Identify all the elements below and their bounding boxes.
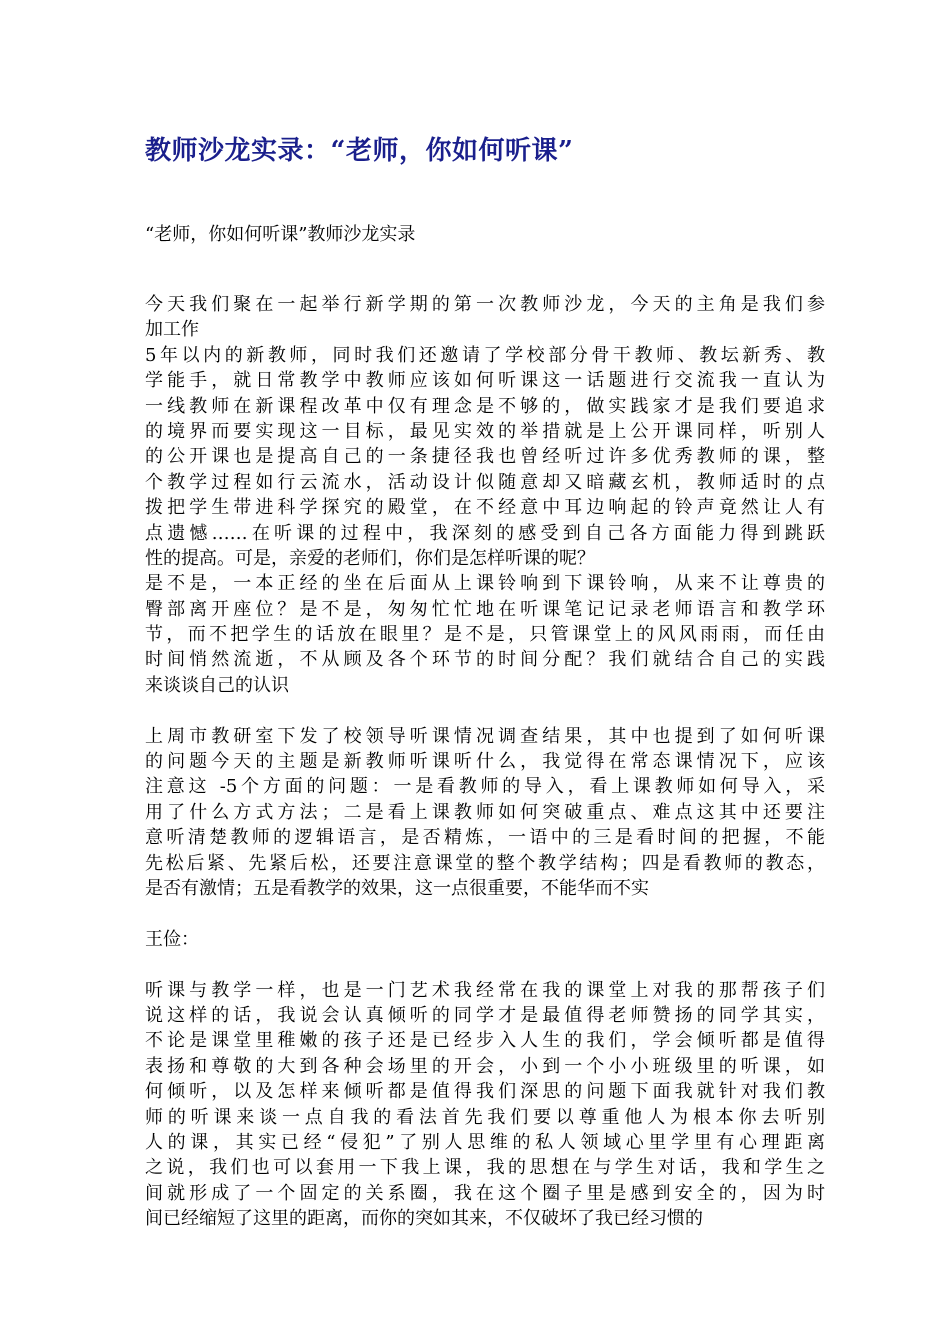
text-line: 性的提高。可是，亲爱的老师们，你们是怎样听课的呢？	[145, 547, 595, 569]
text-line: 间就形成了一个固定的关系圈，我在这个圈子里是感到安全的，因为时	[145, 1182, 825, 1204]
document-title: 教师沙龙实录：“老师，你如何听课”	[145, 136, 574, 166]
paragraph	[145, 571, 825, 698]
document-body	[145, 292, 825, 1231]
paragraph-gap	[145, 698, 825, 723]
text-line: 王俭：	[145, 928, 199, 950]
paragraph	[145, 978, 825, 1232]
text-line: 的境界而要实现这一目标，最见实效的举措就是上公开课同样，听别人	[145, 420, 825, 442]
text-line: 点遗憾……在听课的过程中，我深刻的感受到自己各方面能力得到跳跃	[145, 522, 825, 544]
paragraph-gap	[145, 952, 825, 977]
text-line: 上周市教研室下发了校领导听课情况调查结果，其中也提到了如何听课	[145, 725, 825, 747]
text-line: 节，而不把学生的话放在眼里？是不是，只管课堂上的风风雨雨，而任由	[145, 624, 825, 646]
text-line: 说这样的话，我说会认真倾听的同学才是最值得老师赞扬的同学其实，	[145, 1004, 825, 1026]
text-line: 时间悄然流逝，不从顾及各个环节的时间分配？我们就结合自己的实践	[145, 649, 825, 671]
text-line: 臀部离开座位？是不是，匆匆忙忙地在听课笔记记录老师语言和教学环	[145, 598, 825, 620]
text-line: 用了什么方式方法；二是看上课教师如何突破重点、难点这其中还要注	[145, 801, 825, 823]
text-line: 个教学过程如行云流水，活动设计似随意却又暗藏玄机，教师适时的点	[145, 471, 825, 493]
text-line: 人的课，其实已经“侵犯”了别人思维的私人领域心里学里有心理距离	[145, 1131, 825, 1153]
paragraph	[145, 724, 825, 902]
text-line: 今天我们聚在一起举行新学期的第一次教师沙龙，今天的主角是我们参	[145, 294, 825, 315]
text-line: 师的听课来谈一点自我的看法首先我们要以尊重他人为根本你去听别	[145, 1106, 825, 1128]
paragraph	[145, 343, 825, 572]
paragraph	[145, 927, 825, 952]
text-line: 先松后紧、先紧后松，还要注意课堂的整个教学结构；四是看教师的教态，	[145, 852, 825, 874]
text-line: 之说，我们也可以套用一下我上课，我的思想在与学生对话，我和学生之	[145, 1157, 825, 1179]
paragraph	[145, 292, 825, 343]
text-line: 注意这 -5个方面的问题：一是看教师的导入，看上课教师如何导入，采	[145, 776, 825, 798]
text-line: 的问题今天的主题是新教师听课听什么，我觉得在常态课情况下，应该	[145, 751, 825, 773]
text-line: 表扬和尊敬的大到各种会场里的开会，小到一个小小班级里的听课，如	[145, 1055, 825, 1077]
text-line: 学能手，就日常教学中教师应该如何听课这一话题进行交流我一直认为	[145, 370, 825, 392]
text-line: 何倾听，以及怎样来倾听都是值得我们深思的问题下面我就针对我们教	[145, 1081, 825, 1103]
text-line: 不论是课堂里稚嫩的孩子还是已经步入人生的我们，学会倾听都是值得	[145, 1030, 825, 1052]
paragraph-gap	[145, 901, 825, 926]
text-line: 听课与教学一样，也是一门艺术我经常在我的课堂上对我的那帮孩子们	[145, 979, 825, 1001]
text-line: 间已经缩短了这里的距离，而你的突如其来，不仅破坏了我已经习惯的	[145, 1208, 703, 1230]
text-line: 5年以内的新教师，同时我们还邀请了学校部分骨干教师、教坛新秀、教	[145, 344, 825, 366]
text-line: 是不是，一本正经的坐在后面从上课铃响到下课铃响，从来不让尊贵的	[145, 573, 825, 595]
text-line: 加工作	[145, 319, 199, 341]
text-line: 来谈谈自己的认识	[145, 674, 289, 696]
text-line: 的公开课也是提高自己的一条捷径我也曾经听过许多优秀教师的课，整	[145, 446, 825, 468]
text-line: 一线教师在新课程改革中仅有理念是不够的，做实践家才是我们要追求	[145, 395, 825, 417]
text-line: 意听清楚教师的逻辑语言，是否精炼，一语中的三是看时间的把握，不能	[145, 827, 825, 849]
text-line: 是否有激情；五是看教学的效果，这一点很重要，不能华而不实	[145, 877, 649, 899]
document-subtitle: “老师，你如何听课”教师沙龙实录	[145, 224, 416, 245]
text-line: 拨把学生带进科学探究的殿堂，在不经意中耳边响起的铃声竟然让人有	[145, 497, 825, 519]
